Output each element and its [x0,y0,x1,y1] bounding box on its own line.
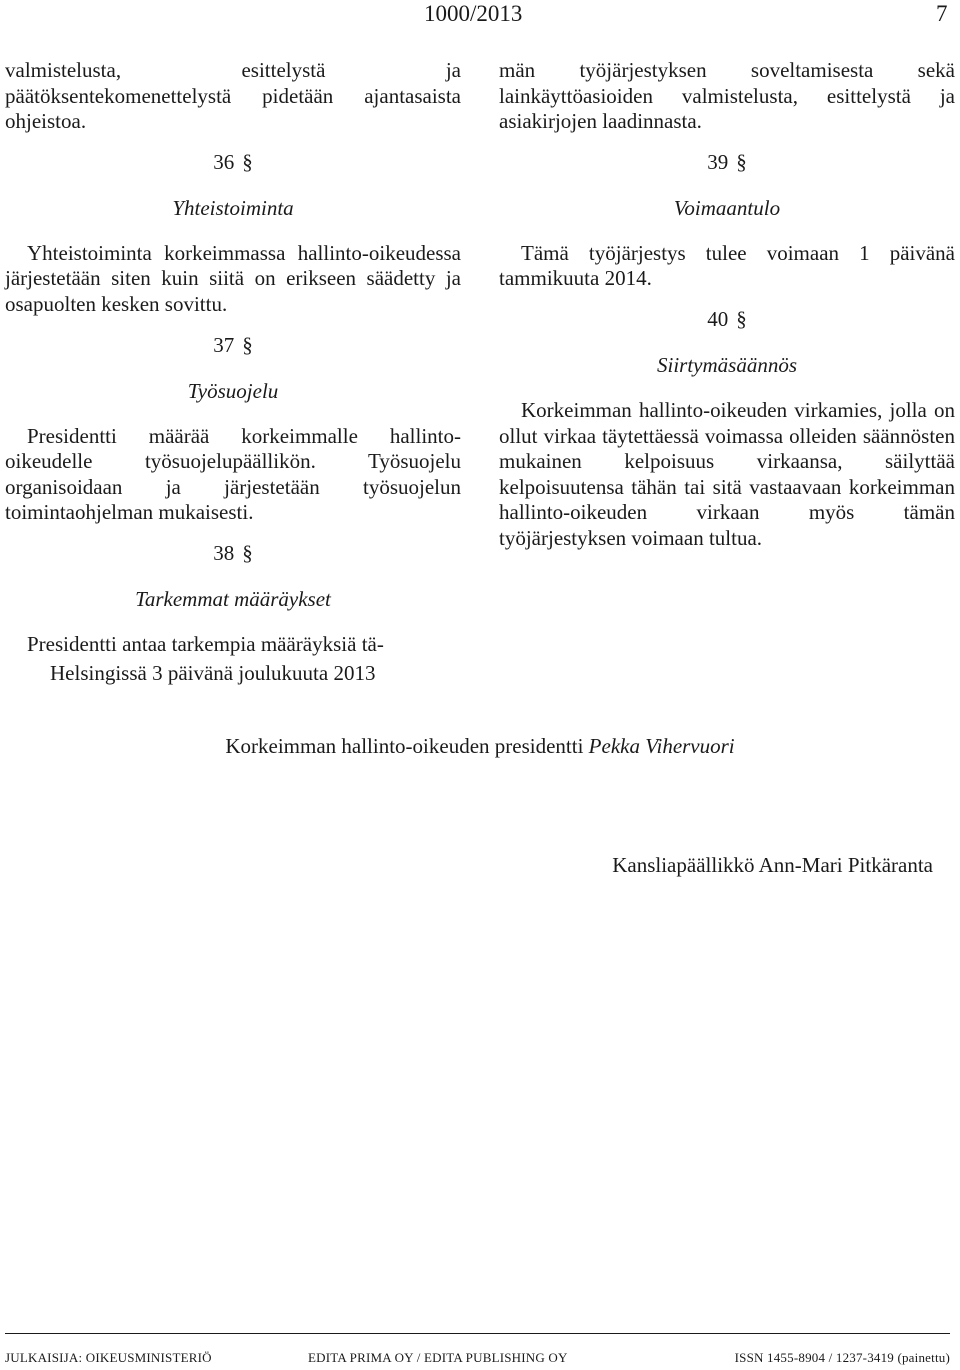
section-40-number [499,306,955,332]
section-number: 37 [213,332,235,357]
footer-issn: ISSN 1455-8904 / 1237-3419 (painettu) [734,1350,950,1365]
place-and-date: Helsingissä 3 päivänä joulukuuta 2013 [50,661,376,685]
section-number: 38 [213,540,235,565]
signer-name: Pekka Vihervuori [588,734,735,758]
section-39-title: Voimaantulo [673,195,781,220]
section-36-number [5,149,461,175]
publication-number: 1000/2013 [424,1,523,26]
section-36-text: Yhteistoiminta korkeimmassa hallinto-oikeudessa järjestetään siten kuin siitä on erikseen säädetty ja osapuolten kesken sovittu. [5,240,461,316]
section-number: 39 [707,149,729,174]
section-39-number [499,149,955,175]
section-symbol: § [242,540,253,565]
section-37-number [5,332,461,358]
section-40-title: Siirtymäsäännös [656,352,797,377]
right-column [499,58,955,552]
section-38-number [5,540,461,566]
section-36-title: Yhteistoiminta [172,195,294,220]
footer-publisher: JULKAISIJA: OIKEUSMINISTERIÖ [5,1350,212,1365]
section-number: 36 [213,149,235,174]
footer-printer: EDITA PRIMA OY / EDITA PUBLISHING OY [308,1350,568,1365]
intro-paragraph: valmistelusta, esittelystä ja päätöksentekomenettelystä pidetään ajantasaista ohjeistoa. [5,58,461,134]
section-symbol: § [736,306,747,331]
section-38-text: Presidentti antaa tarkempia määräyksiä tä- [27,631,384,656]
section-37-title: Työsuojelu [187,378,279,403]
continuation-paragraph: män työjärjestyksen soveltamisesta sekä lainkäyttöasioiden valmistelusta, esittelystä ja asiakirjojen laadinnasta. [499,58,955,134]
section-39-text: Tämä työjärjestys tulee voimaan 1 päivänä tammikuuta 2014. [499,240,955,291]
left-column [5,58,461,658]
chancellor-signature: Kansliapäällikkö Ann-Mari Pitkäranta [612,853,933,877]
section-symbol: § [736,149,747,174]
footer-divider [5,1333,950,1334]
section-40-text: Korkeimman hallinto-oikeuden virkamies, jolla on ollut virkaa täytettäessä voimassa olleiden säännösten mukainen kelpoisuus virkaansa, säilyttää kelpoisuutensa tähän tai sitä vastaavaan korkeimman hallinto-oikeuden virkaan myös tämän työjärjestyksen voimaan tultua. [499,397,955,550]
page-number: 7 [936,1,948,26]
section-symbol: § [242,332,253,357]
section-number: 40 [707,306,729,331]
president-signature [0,733,960,759]
signer-title: Korkeimman hallinto-oikeuden presidentti [225,734,584,758]
section-37-text: Presidentti määrää korkeimmalle hallinto-oikeudelle työsuojelupäällikön. Työsuojelu organisoidaan ja järjestetään työsuojelun toimintaohjelman mukaisesti. [5,423,461,525]
section-symbol: § [242,149,253,174]
section-38-title: Tarkemmat määräykset [135,586,331,611]
